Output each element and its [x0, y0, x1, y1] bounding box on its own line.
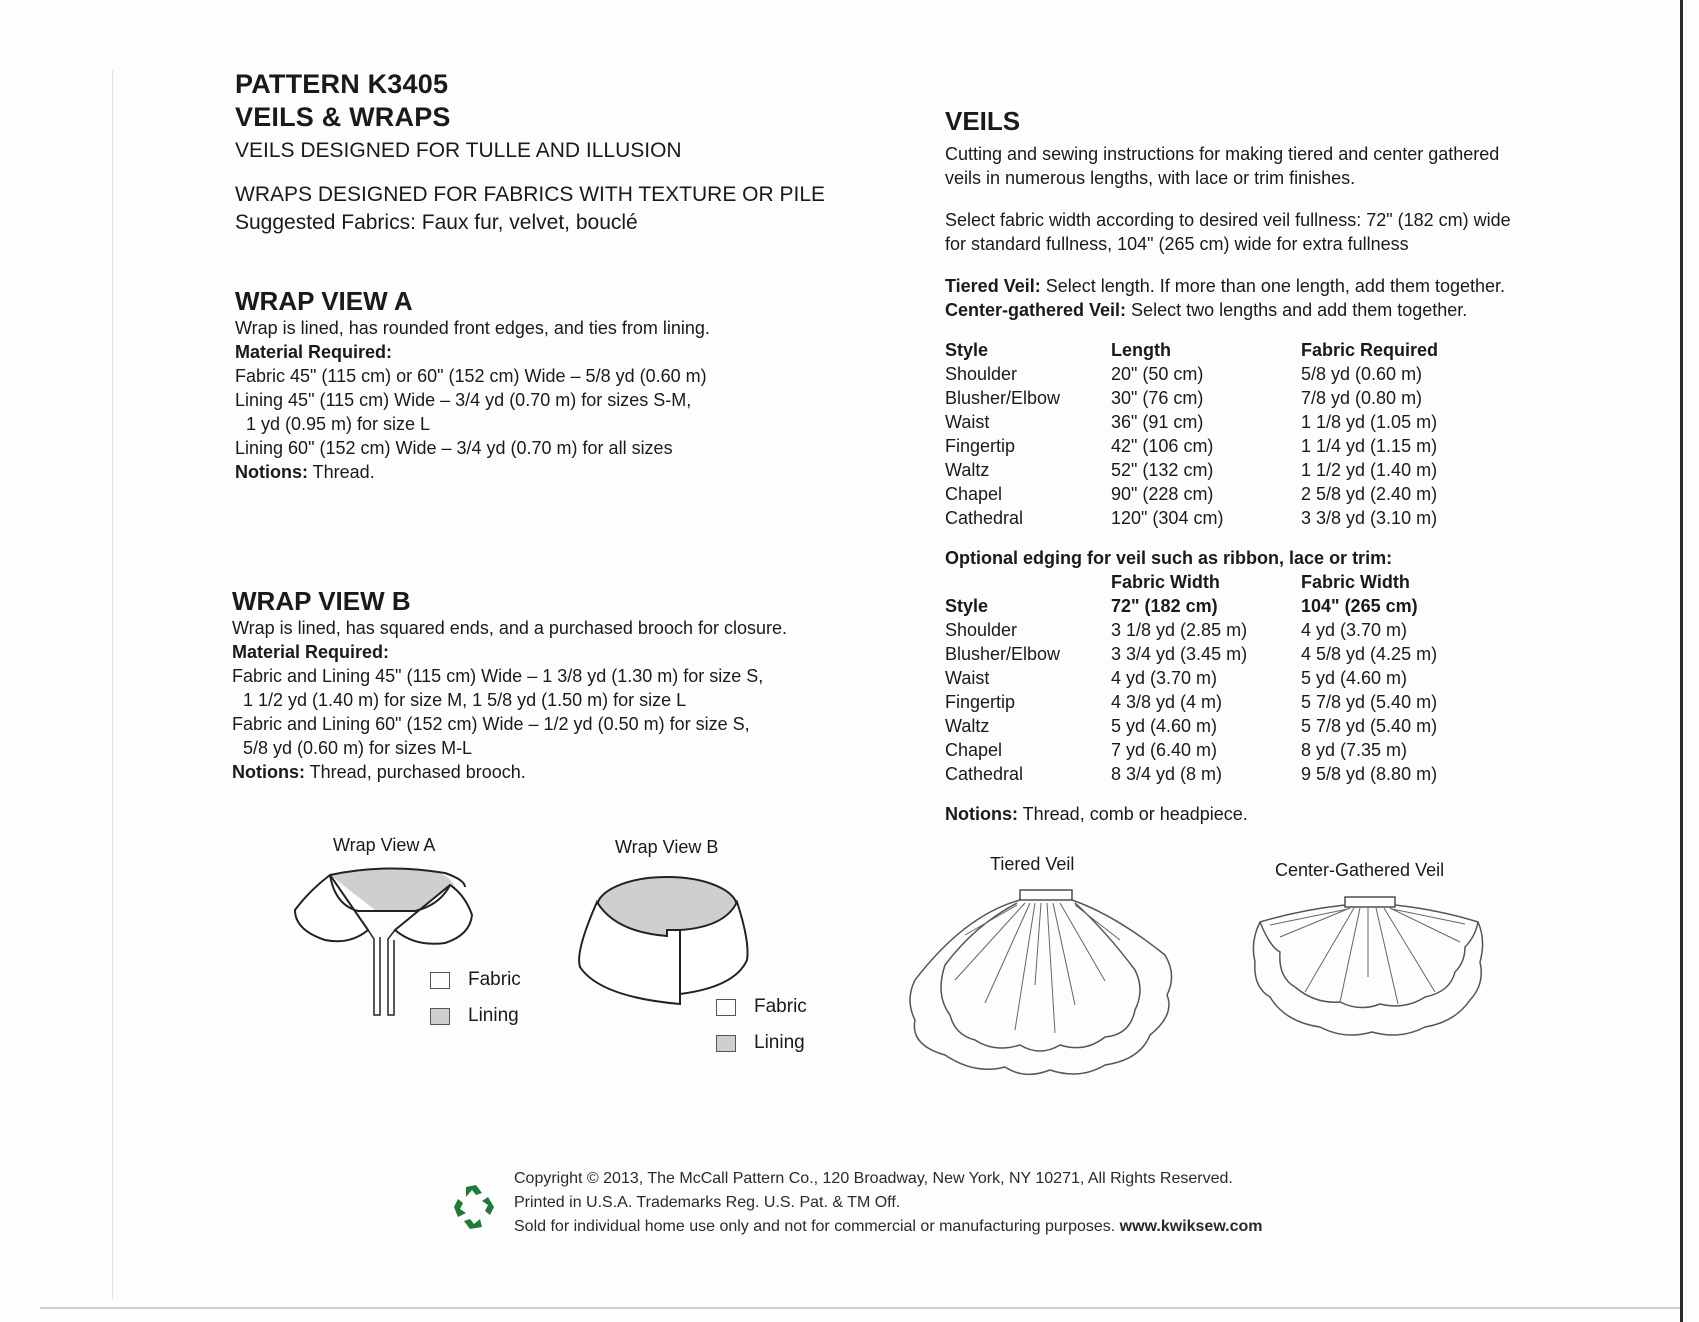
table-row	[945, 506, 1438, 530]
table-header-row	[945, 338, 1438, 362]
wrap-view-a-section	[235, 286, 710, 484]
intro-line: veils in numerous lengths, with lace or trim finishes.	[945, 168, 1356, 188]
table-row	[945, 738, 1437, 762]
table-row	[945, 714, 1437, 738]
table-cell: 4 yd (3.70 m)	[1111, 668, 1218, 688]
table-header-row	[945, 594, 1437, 618]
table-header	[945, 570, 1111, 594]
table-cell: Waltz	[945, 716, 990, 736]
table-cell: 1 1/8 yd (1.05 m)	[1301, 412, 1438, 432]
table-cell: 1 1/2 yd (1.40 m)	[1301, 460, 1438, 480]
table-cell: 5/8 yd (0.60 m)	[1301, 364, 1423, 384]
table-cell: 1 1/4 yd (1.15 m)	[1301, 436, 1438, 456]
table-row	[945, 666, 1437, 690]
wrap-view-b-illustration	[575, 872, 755, 1012]
table-row	[945, 458, 1438, 482]
lining-swatch	[716, 1035, 736, 1052]
table-cell: Fingertip	[945, 436, 1016, 456]
wrap-view-b-section	[232, 586, 787, 784]
edging-table	[945, 570, 1437, 786]
footer	[514, 1167, 1263, 1239]
table-cell: 120" (304 cm)	[1111, 508, 1224, 528]
table-cell: 8 yd (7.35 m)	[1301, 740, 1408, 760]
material-label: Material Required:	[232, 642, 390, 662]
material-line: Fabric and Lining 45" (115 cm) Wide – 1 3/8 yd (1.30 m) for size S,	[232, 666, 764, 686]
table-header: Fabric Width	[1111, 572, 1220, 592]
table-row	[945, 762, 1437, 786]
wrap-view-a-illustration	[290, 865, 500, 1025]
tiered-veil-illustration	[905, 885, 1185, 1080]
table-header: Fabric Required	[1301, 340, 1439, 360]
center-gathered-veil-caption: Center-Gathered Veil	[1275, 860, 1445, 880]
table-cell: Waist	[945, 668, 990, 688]
notions-label: Notions:	[235, 462, 308, 482]
website-link[interactable]: www.kwiksew.com	[1119, 1218, 1263, 1235]
width-line: for standard fullness, 104" (265 cm) wide for extra fullness	[945, 234, 1409, 254]
trademark-line: Printed in U.S.A. Trademarks Reg. U.S. Pat. & TM Off.	[514, 1194, 901, 1211]
wrap-view-b-caption: Wrap View B	[615, 837, 719, 857]
table-cell: 7 yd (6.40 m)	[1111, 740, 1218, 760]
page-title: VEILS & WRAPS	[235, 102, 451, 132]
page-fold-line	[112, 70, 113, 1300]
material-line: 5/8 yd (0.60 m) for sizes M-L	[243, 738, 473, 758]
legend-lining	[430, 1003, 519, 1029]
table-header: 104" (265 cm)	[1301, 596, 1418, 616]
recycle-icon	[452, 1183, 496, 1231]
page-edge-bottom	[40, 1307, 1680, 1309]
table-cell: Shoulder	[945, 364, 1018, 384]
table-cell: Cathedral	[945, 764, 1024, 784]
notions-text: Thread, purchased brooch.	[304, 762, 526, 782]
material-line: Fabric 45" (115 cm) or 60" (152 cm) Wide – 5/8 yd (0.60 m)	[235, 366, 707, 386]
table-header: Length	[1111, 340, 1171, 360]
legend-fabric	[716, 994, 807, 1020]
veils-subtitle: VEILS DESIGNED FOR TULLE AND ILLUSION	[235, 139, 682, 162]
notions-text: Thread, comb or headpiece.	[1017, 804, 1248, 824]
intro-line: Cutting and sewing instructions for making tiered and center gathered	[945, 144, 1500, 164]
center-gathered-veil-illustration	[1250, 892, 1495, 1062]
table-cell: 5 yd (4.60 m)	[1111, 716, 1218, 736]
tiered-label: Tiered Veil:	[945, 276, 1041, 296]
table-cell: 3 3/4 yd (3.45 m)	[1111, 644, 1248, 664]
notions-label: Notions:	[232, 762, 305, 782]
table-row	[945, 386, 1438, 410]
tiered-text: Select length. If more than one length, add them together.	[1040, 276, 1506, 296]
table-row	[945, 482, 1438, 506]
table-header: 72" (182 cm)	[1111, 596, 1218, 616]
table-row	[945, 362, 1438, 386]
width-line: Select fabric width according to desired veil fullness: 72" (182 cm) wide	[945, 210, 1511, 230]
legend-label: Fabric	[754, 996, 807, 1017]
center-text: Select two lengths and add them together.	[1126, 300, 1468, 320]
table-cell: Chapel	[945, 740, 1003, 760]
table-cell: 4 yd (3.70 m)	[1301, 620, 1408, 640]
table-cell: 5 7/8 yd (5.40 m)	[1301, 692, 1438, 712]
section-title: WRAP VIEW B	[232, 586, 411, 616]
material-line: Lining 45" (115 cm) Wide – 3/4 yd (0.70 m) for sizes S-M,	[235, 390, 692, 410]
table-cell: 2 5/8 yd (2.40 m)	[1301, 484, 1438, 504]
section-title: WRAP VIEW A	[235, 286, 413, 316]
material-line: 1 yd (0.95 m) for size L	[246, 414, 431, 434]
table-cell: 5 yd (4.60 m)	[1301, 668, 1408, 688]
table-cell: 30" (76 cm)	[1111, 388, 1204, 408]
table-cell: 52" (132 cm)	[1111, 460, 1214, 480]
notions-label: Notions:	[945, 804, 1018, 824]
table-row	[945, 434, 1438, 458]
page-edge	[1680, 0, 1683, 1322]
table-cell: 42" (106 cm)	[1111, 436, 1214, 456]
table-cell: Blusher/Elbow	[945, 388, 1061, 408]
table-cell: Waltz	[945, 460, 990, 480]
table-cell: 4 3/8 yd (4 m)	[1111, 692, 1223, 712]
table-cell: 3 1/8 yd (2.85 m)	[1111, 620, 1248, 640]
tiered-veil-caption: Tiered Veil	[990, 854, 1075, 874]
length-table	[945, 338, 1438, 530]
fabric-swatch	[430, 972, 450, 989]
wrap-view-a-caption: Wrap View A	[333, 835, 436, 855]
table-cell: 90" (228 cm)	[1111, 484, 1214, 504]
table-cell: 3 3/8 yd (3.10 m)	[1301, 508, 1438, 528]
table-row	[945, 642, 1437, 666]
table-cell: 8 3/4 yd (8 m)	[1111, 764, 1223, 784]
edging-title: Optional edging for veil such as ribbon, lace or trim:	[945, 548, 1393, 568]
table-cell: Blusher/Elbow	[945, 644, 1061, 664]
section-title: VEILS	[945, 106, 1021, 136]
material-label: Material Required:	[235, 342, 393, 362]
legend-fabric	[430, 967, 521, 993]
table-header-row	[945, 570, 1437, 594]
table-cell: 7/8 yd (0.80 m)	[1301, 388, 1423, 408]
table-cell: 9 5/8 yd (8.80 m)	[1301, 764, 1438, 784]
table-header: Fabric Width	[1301, 572, 1410, 592]
table-header: Style	[945, 340, 989, 360]
table-cell: 4 5/8 yd (4.25 m)	[1301, 644, 1438, 664]
material-line: Fabric and Lining 60" (152 cm) Wide – 1/2 yd (0.50 m) for size S,	[232, 714, 750, 734]
header	[235, 68, 825, 236]
table-cell: 36" (91 cm)	[1111, 412, 1204, 432]
veils-section	[945, 106, 1645, 826]
table-cell: Fingertip	[945, 692, 1016, 712]
table-cell: 5 7/8 yd (5.40 m)	[1301, 716, 1438, 736]
description: Wrap is lined, has squared ends, and a purchased brooch for closure.	[232, 618, 787, 638]
center-label: Center-gathered Veil:	[945, 300, 1127, 320]
legend-label: Fabric	[468, 969, 521, 990]
notions-text: Thread.	[307, 462, 375, 482]
material-line: Lining 60" (152 cm) Wide – 3/4 yd (0.70 m) for all sizes	[235, 438, 673, 458]
fabric-swatch	[716, 999, 736, 1016]
lining-swatch	[430, 1008, 450, 1025]
table-header: Style	[945, 596, 989, 616]
table-cell: Shoulder	[945, 620, 1018, 640]
legend-lining	[716, 1030, 805, 1056]
table-row	[945, 618, 1437, 642]
wraps-subtitle: WRAPS DESIGNED FOR FABRICS WITH TEXTURE OR PILE	[235, 183, 826, 206]
usage-line: Sold for individual home use only and not for commercial or manufacturing purposes.	[514, 1218, 1120, 1235]
legend-label: Lining	[468, 1005, 519, 1026]
legend-label: Lining	[754, 1032, 805, 1053]
table-row	[945, 690, 1437, 714]
table-row	[945, 410, 1438, 434]
table-cell: 20" (50 cm)	[1111, 364, 1204, 384]
description: Wrap is lined, has rounded front edges, and ties from lining.	[235, 318, 710, 338]
suggested-fabrics: Suggested Fabrics: Faux fur, velvet, bouclé	[235, 211, 638, 234]
table-cell: Chapel	[945, 484, 1003, 504]
table-cell: Cathedral	[945, 508, 1024, 528]
material-line: 1 1/2 yd (1.40 m) for size M, 1 5/8 yd (1.50 m) for size L	[243, 690, 687, 710]
table-cell: Waist	[945, 412, 990, 432]
pattern-number: PATTERN K3405	[235, 69, 449, 99]
copyright-line: Copyright © 2013, The McCall Pattern Co., 120 Broadway, New York, NY 10271, All Rights Reserved.	[514, 1170, 1233, 1187]
